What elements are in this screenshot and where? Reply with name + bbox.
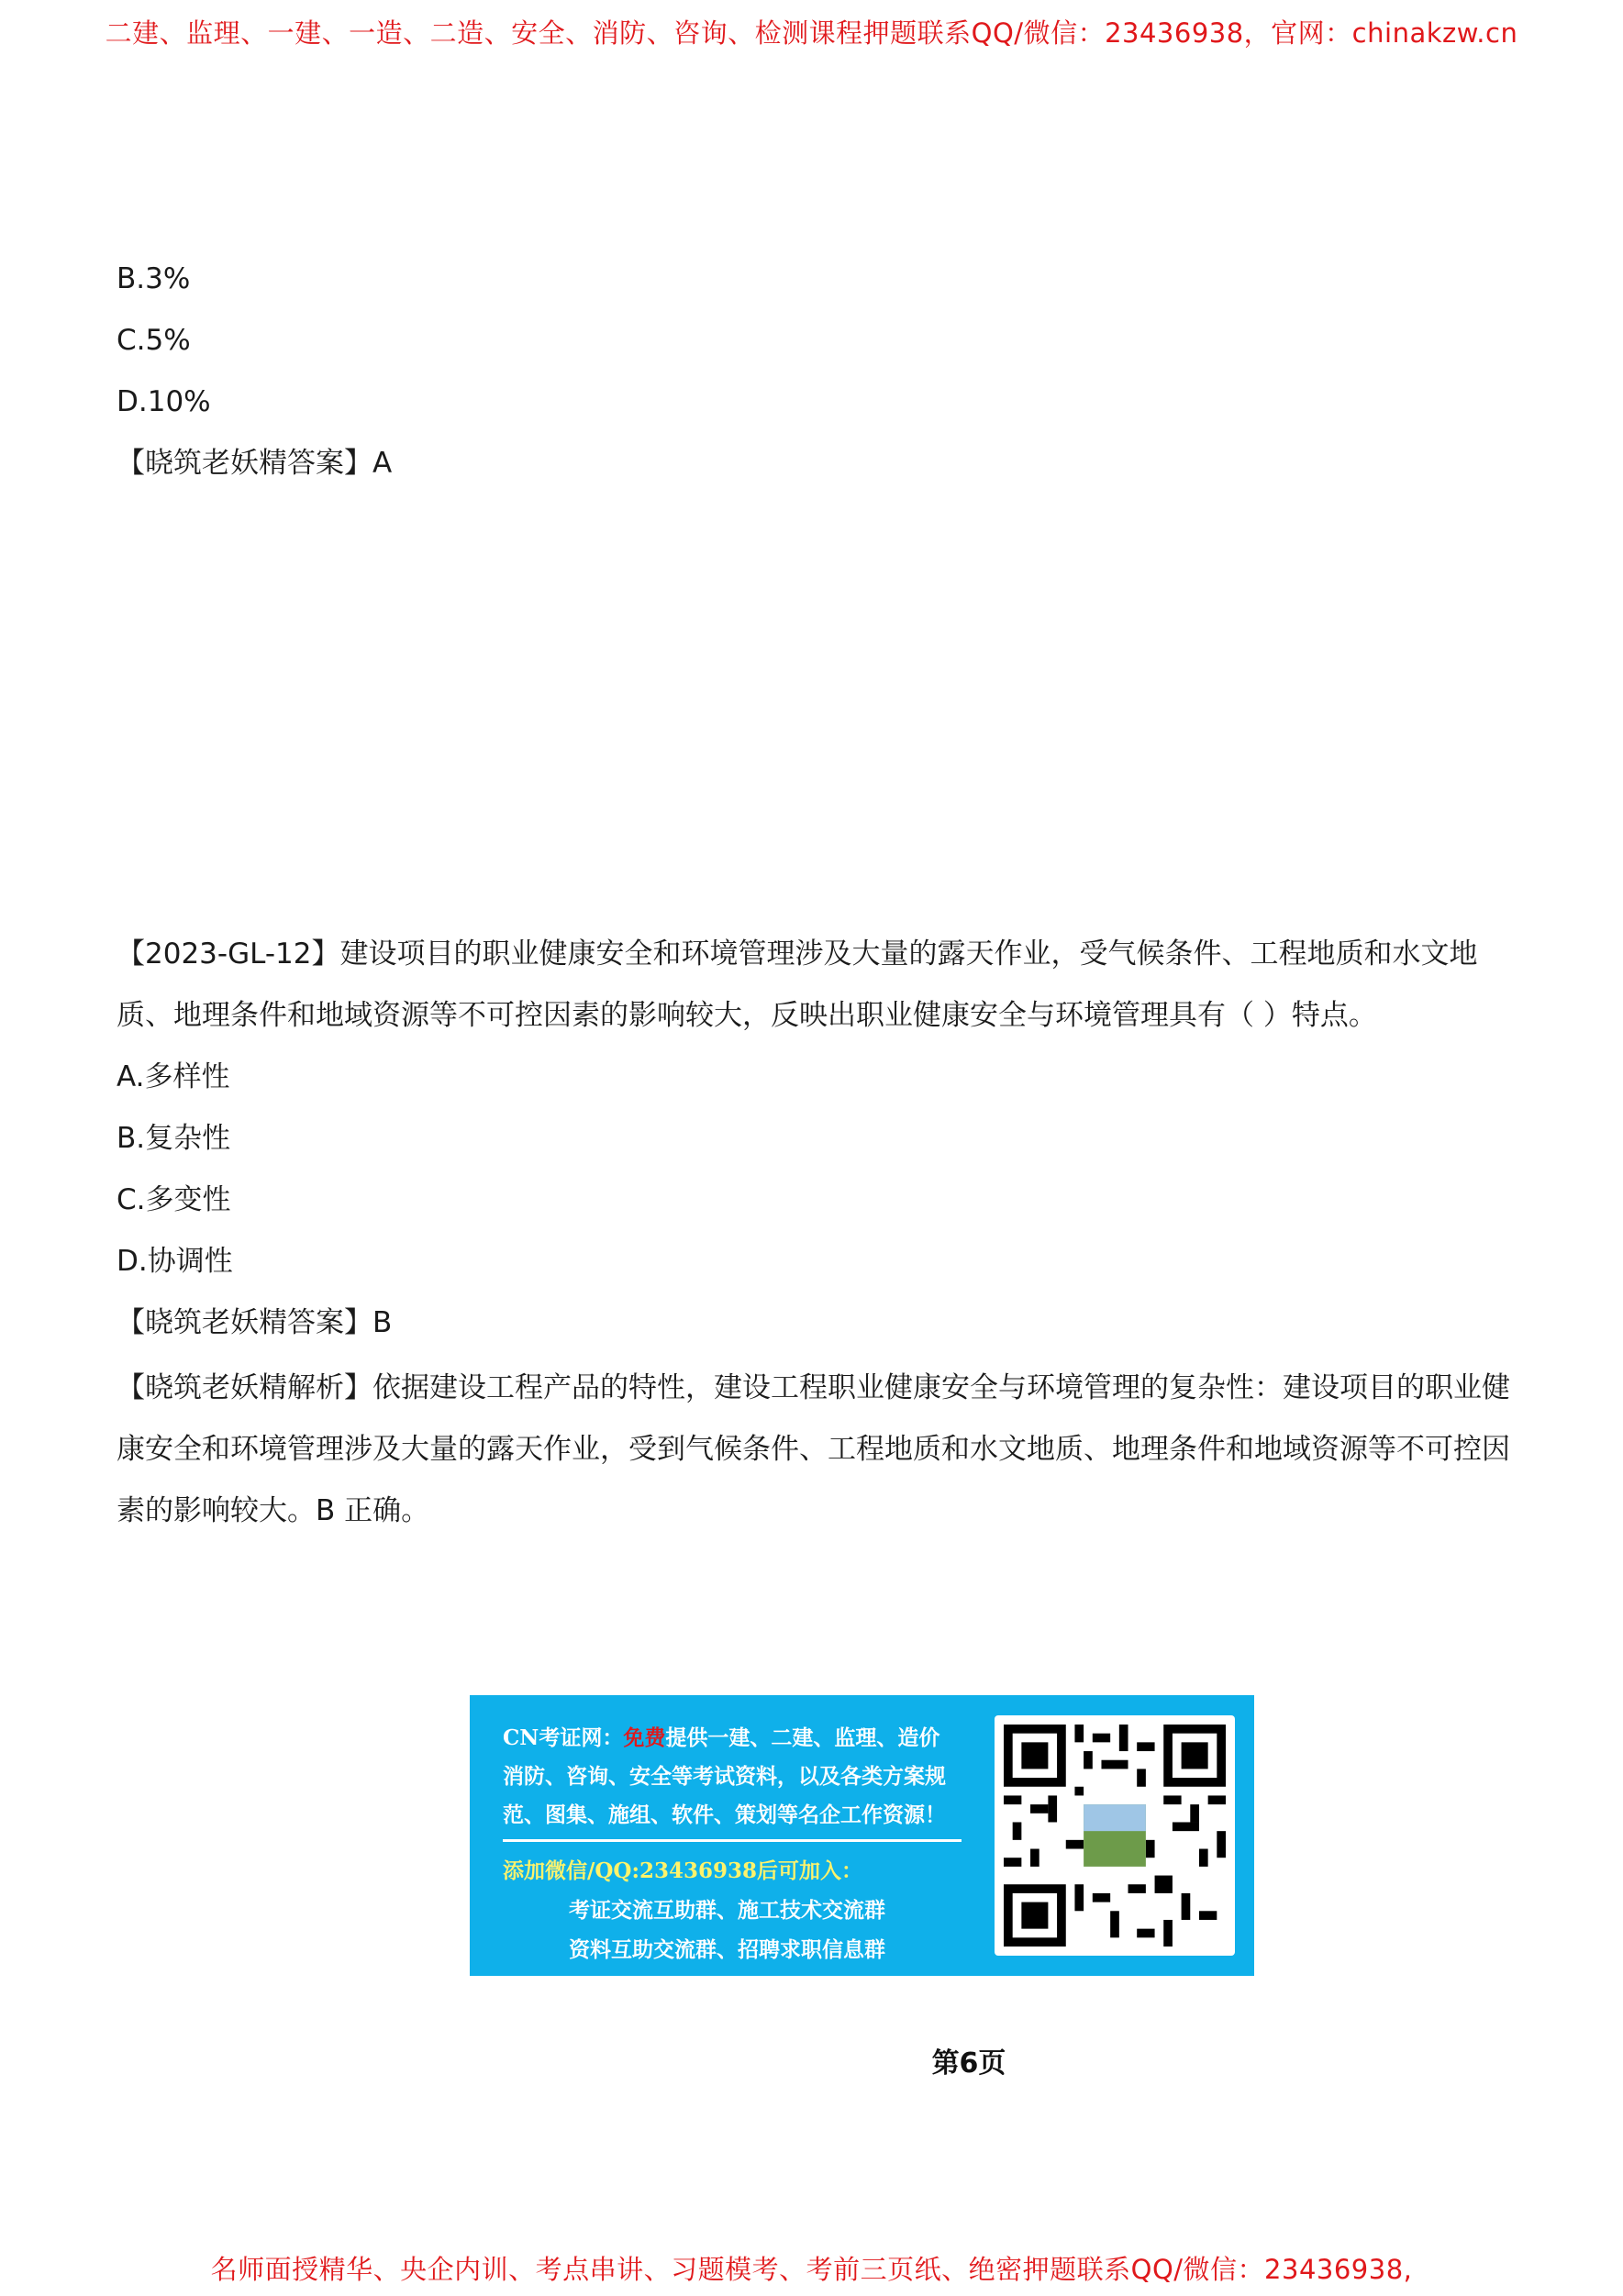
ad-groups bbox=[569, 1891, 885, 1969]
ad-add-contact: 添加微信/QQ:23436938后可加入： bbox=[503, 1858, 862, 1883]
option-d: D.协调性 bbox=[117, 1245, 233, 1278]
option-a: A.多样性 bbox=[117, 1060, 230, 1093]
ad-description bbox=[503, 1719, 971, 1835]
prev-option-d: D.10% bbox=[117, 385, 211, 418]
header-banner: 二建、监理、一建、一造、二造、安全、消防、咨询、检测课程押题联系QQ/微信：23436938，官网：chinakzw.cn bbox=[105, 17, 1518, 49]
ad-divider bbox=[503, 1839, 962, 1842]
ad-group-line1: 考证交流互助群、施工技术交流群 bbox=[569, 1898, 885, 1923]
qr-code-panel[interactable] bbox=[995, 1715, 1235, 1956]
ad-group-line2: 资料互助交流群、招聘求职信息群 bbox=[569, 1937, 885, 1962]
ad-line2: 消防、咨询、安全等考试资料，以及各类方案规 bbox=[503, 1764, 946, 1789]
page-number: 第6页 bbox=[931, 2047, 1006, 2080]
question-stem-line2: 质、地理条件和地域资源等不可控因素的影响较大，反映出职业健康安全与环境管理具有（ ）特点。 bbox=[117, 999, 1377, 1032]
prev-option-c: C.5% bbox=[117, 324, 191, 357]
ad-site-name: CN考证网： bbox=[503, 1725, 624, 1750]
option-b: B.复杂性 bbox=[117, 1122, 231, 1155]
option-c: C.多变性 bbox=[117, 1183, 231, 1216]
analysis: 【晓筑老妖精解析】依据建设工程产品的特性，建设工程职业健康安全与环境管理的复杂性：建设项目的职业健康安全和环境管理涉及大量的露天作业，受到气候条件、工程地质和水文地质、地理条件和地域资源等不可控因素的影响较大。B 正确。 bbox=[117, 1371, 1510, 1527]
footer-banner: 名师面授精华、央企内训、考点串讲、习题模考、考前三页纸、绝密押题联系QQ/微信：23436938, bbox=[210, 2254, 1413, 2285]
ad-line3: 范、图集、施组、软件、策划等名企工作资源！ bbox=[503, 1802, 946, 1827]
qr-code-icon bbox=[1004, 1725, 1226, 1947]
prev-answer: 【晓筑老妖精答案】A bbox=[117, 447, 393, 480]
ad-line1-suffix: 提供一建、二建、监理、造价 bbox=[665, 1725, 940, 1750]
prev-option-b: B.3% bbox=[117, 262, 191, 295]
ad-banner[interactable] bbox=[470, 1695, 1254, 1976]
answer: 【晓筑老妖精答案】B bbox=[117, 1306, 393, 1339]
ad-free-label: 免费 bbox=[623, 1725, 666, 1750]
question-stem-line1: 【2023-GL-12】建设项目的职业健康安全和环境管理涉及大量的露天作业，受气候条件、工程地质和水文地 bbox=[117, 937, 1478, 971]
